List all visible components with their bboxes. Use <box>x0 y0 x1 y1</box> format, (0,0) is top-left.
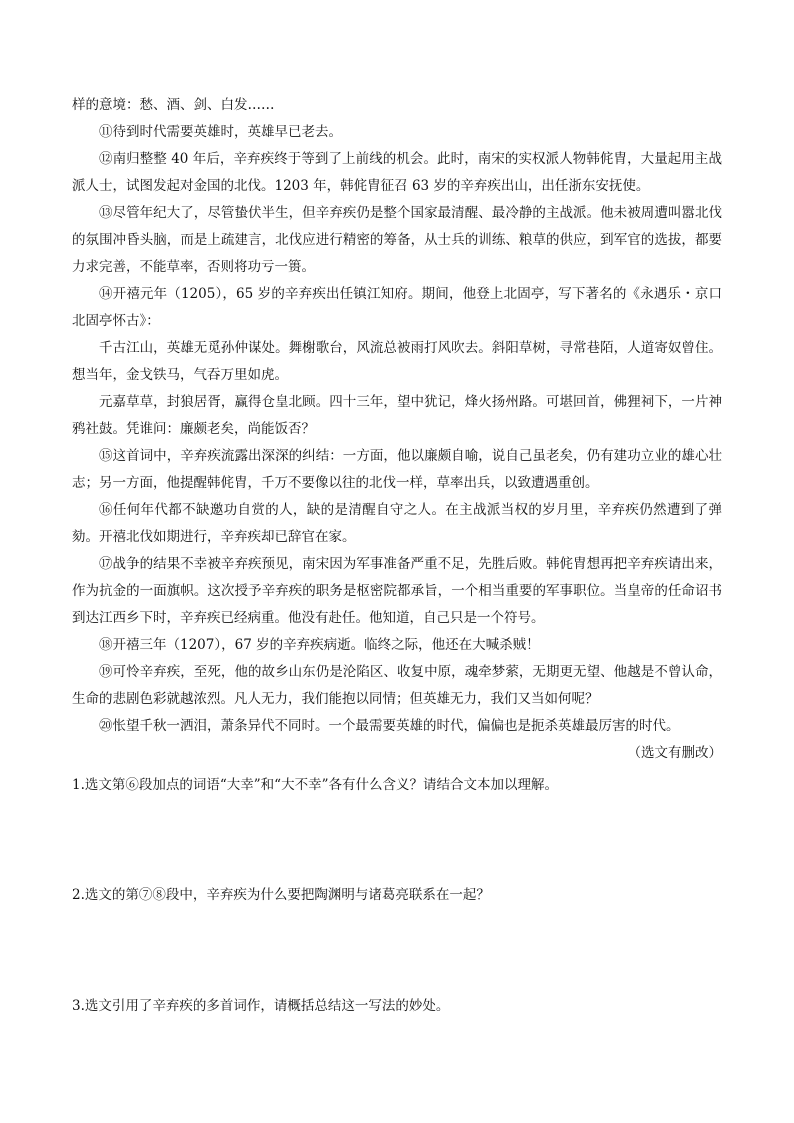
paragraph: ⑭开禧元年（1205），65 岁的辛弃疾出任镇江知府。期间，他登上北固亭，写下著名的《永遇乐・京口北固亭怀古》： <box>72 286 722 329</box>
paragraph: ⑬尽管年纪大了，尽管蛰伏半生，但辛弃疾仍是整个国家最清醒、最冷静的主战派。他未被周遭叫嚣北伐的氛围冲昏头脑，而是上疏建言，北伐应进行精密的筹备，从士兵的训练、粮草的供应，到军官的选拔，都要力求完善，不能草率，否则将功亏一篑。 <box>72 205 722 275</box>
paragraph: 样的意境：愁、酒、剑、白发…… <box>72 97 275 113</box>
article-body <box>72 92 722 767</box>
poem-stanza: 元嘉草草，封狼居胥，赢得仓皇北顾。四十三年，望中犹记，烽火扬州路。可堪回首，佛狸祠下，一片神鸦社鼓。凭谁问：廉颇老矣，尚能饭否？ <box>72 394 722 437</box>
paragraph: ⑱开禧三年（1207），67 岁的辛弃疾病逝。临终之际，他还在大喊杀贼！ <box>99 637 540 653</box>
paragraph: ⑮这首词中，辛弃疾流露出深深的纠结：一方面，他以廉颇自喻，说自己虽老矣，仍有建功立业的雄心壮志；另一方面，他提醒韩侂胄，千万不要像以往的北伐一样，草率出兵，以致遭遇重创。 <box>72 448 722 491</box>
paragraph: ⑪待到时代需要英雄时，英雄早已老去。 <box>99 124 342 140</box>
question-3: 3.选文引用了辛弃疾的多首词作，请概括总结这一写法的妙处。 <box>72 998 450 1014</box>
paragraph: ⑲可怜辛弃疾，至死，他的故乡山东仍是沦陷区、收复中原，魂牵梦萦，无期更无望、他越是不曾认命，生命的悲剧色彩就越浓烈。凡人无力，我们能抱以同情；但英雄无力，我们又当如何呢？ <box>72 664 722 707</box>
poem-stanza: 千古江山，英雄无觅孙仲谋处。舞榭歌台，风流总被雨打风吹去。斜阳草树，寻常巷陌，人道寄奴曾住。想当年，金戈铁马，气吞万里如虎。 <box>72 340 722 383</box>
question-1: 1.选文第⑥段加点的词语“大幸”和“大不幸”各有什么含义？请结合文本加以理解。 <box>72 777 558 793</box>
paragraph: ⑳怅望千秋一洒泪，萧条异代不同时。一个最需要英雄的时代，偏偏也是扼杀英雄最厉害的时代。 <box>99 718 680 734</box>
paragraph: ⑫南归整整 40 年后，辛弃疾终于等到了上前线的机会。此时，南宋的实权派人物韩侂胄，大量起用主战派人士，试图发起对金国的北伐。1203 年，韩侂胄征召 63 岁的辛弃疾出山，出任浙东安抚使。 <box>72 151 722 194</box>
paragraph: ⑯任何年代都不缺邀功自赏的人，缺的是清醒自守之人。在主战派当权的岁月里，辛弃疾仍然遭到了弹劾。开禧北伐如期进行，辛弃疾却已辞官在家。 <box>72 502 722 545</box>
edit-note: （选文有删改） <box>627 745 722 761</box>
question-2: 2.选文的第⑦⑧段中，辛弃疾为什么要把陶渊明与诸葛亮联系在一起？ <box>72 887 490 903</box>
paragraph: ⑰战争的结果不幸被辛弃疾预见，南宋因为军事准备严重不足，先胜后败。韩侂胄想再把辛弃疾请出来，作为抗金的一面旗帜。这次授予辛弃疾的职务是枢密院都承旨，一个相当重要的军事职位。当皇帝的任命诏书到达江西乡下时，辛弃疾已经病重。他没有赴任。他知道，自己只是一个符号。 <box>72 556 722 626</box>
